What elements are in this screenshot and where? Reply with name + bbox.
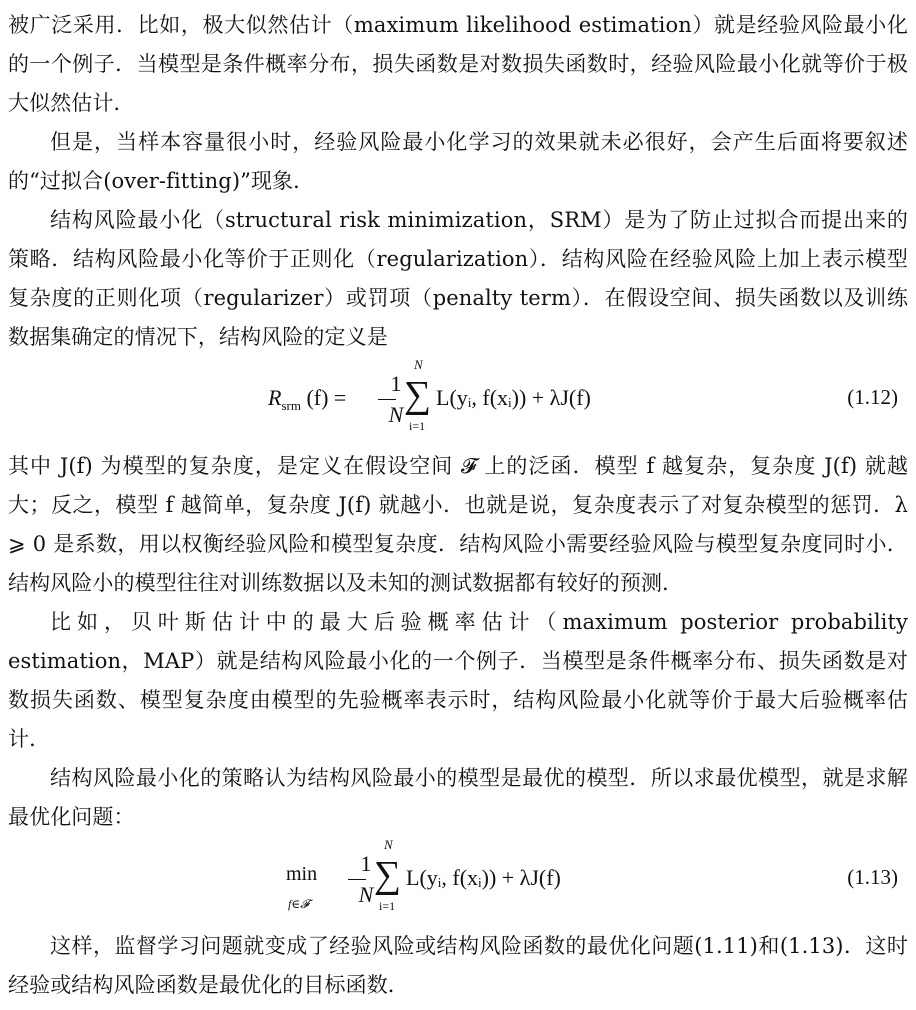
paragraph-srm-definition: 结构风险最小化（structural risk minimization，SRM）是为了防止过拟合而提出来的策略．结构风险最小化等价于正则化（regularization）．结构风险在经验风险上加上表示模型复杂度的正则化项（regularizer）或罚项（penalty term）．在假设空间、损失函数以及训练数据集确定的情况下，结构风险的定义是 xyxy=(8,208,908,349)
paragraph-optimization: 结构风险最小化的策略认为结构风险最小的模型是最优的模型．所以求最优模型，就是求解最优化问题： xyxy=(8,766,908,829)
eq-1-12-lhs-arg: (f) = xyxy=(306,385,347,410)
eq-1-13-frac-den: N xyxy=(358,882,374,907)
eq-1-12-lhs-sub: srm xyxy=(281,398,301,413)
sigma-symbol: ∑ xyxy=(404,374,432,416)
eq-1-13-min-sub: f∈𝓕 xyxy=(288,897,310,911)
eq-1-12-number: (1.12) xyxy=(847,385,898,409)
eq-1-13-number: (1.13) xyxy=(847,865,898,889)
equation-1-13 xyxy=(8,837,908,927)
eq-1-13-sum-upper: N xyxy=(384,837,393,852)
paragraph-overfitting: 但是，当样本容量很小时，经验风险最小化学习的效果就未必很好，会产生后面将要叙述的“过拟合(over-fitting)”现象． xyxy=(8,130,908,193)
eq-1-12-frac-num: 1 xyxy=(390,371,402,396)
sigma-symbol: ∑ xyxy=(374,854,402,896)
eq-1-13-sum-lower: i=1 xyxy=(379,899,396,913)
paragraph-erm-mle: 被广泛采用．比如，极大似然估计（maximum likelihood estimation）就是经验风险最小化的一个例子．当模型是条件概率分布，损失函数是对数损失函数时，经验风险最小化就等价于极大似然估计． xyxy=(8,13,908,115)
equation-1-12 xyxy=(8,357,908,447)
eq-1-12-frac-den: N xyxy=(388,402,404,427)
paragraph-complexity: 其中 J(f) 为模型的复杂度，是定义在假设空间 𝓕 上的泛函．模型 f 越复杂，复杂度 J(f) 就越大；反之，模型 f 越简单，复杂度 J(f) 就越小．也就是说，复杂度表示了对复杂模型的惩罚．λ ⩾ 0 是系数，用以权衡经验风险和模型复杂度．结构风险小需要经验风险与模型复杂度同时小．结构风险小的模型往往对训练数据以及未知的测试数据都有较好的预测． xyxy=(8,454,908,595)
eq-1-12-body: L(yᵢ, f(xᵢ)) + λJ(f) xyxy=(436,385,591,410)
eq-1-13-frac-num: 1 xyxy=(360,851,372,876)
eq-1-13-body: L(yᵢ, f(xᵢ)) + λJ(f) xyxy=(406,865,561,890)
textbook-page xyxy=(8,6,908,1005)
paragraph-map: 比如，贝叶斯估计中的最大后验概率估计（maximum posterior probability estimation，MAP）就是结构风险最小化的一个例子．当模型是条件概率分布、损失函数是对数损失函数、模型复杂度由模型的先验概率表示时，结构风险最小化就等价于最大后验概率估计． xyxy=(8,610,908,751)
eq-1-12-sum-lower: i=1 xyxy=(409,419,426,433)
eq-1-12-sum-upper: N xyxy=(414,357,423,372)
eq-1-13-min: min xyxy=(286,863,318,885)
paragraph-conclusion: 这样，监督学习问题就变成了经验风险或结构风险函数的最优化问题(1.11)和(1.13)．这时经验或结构风险函数是最优化的目标函数． xyxy=(8,934,908,997)
eq-1-12-lhs: R xyxy=(268,385,282,410)
